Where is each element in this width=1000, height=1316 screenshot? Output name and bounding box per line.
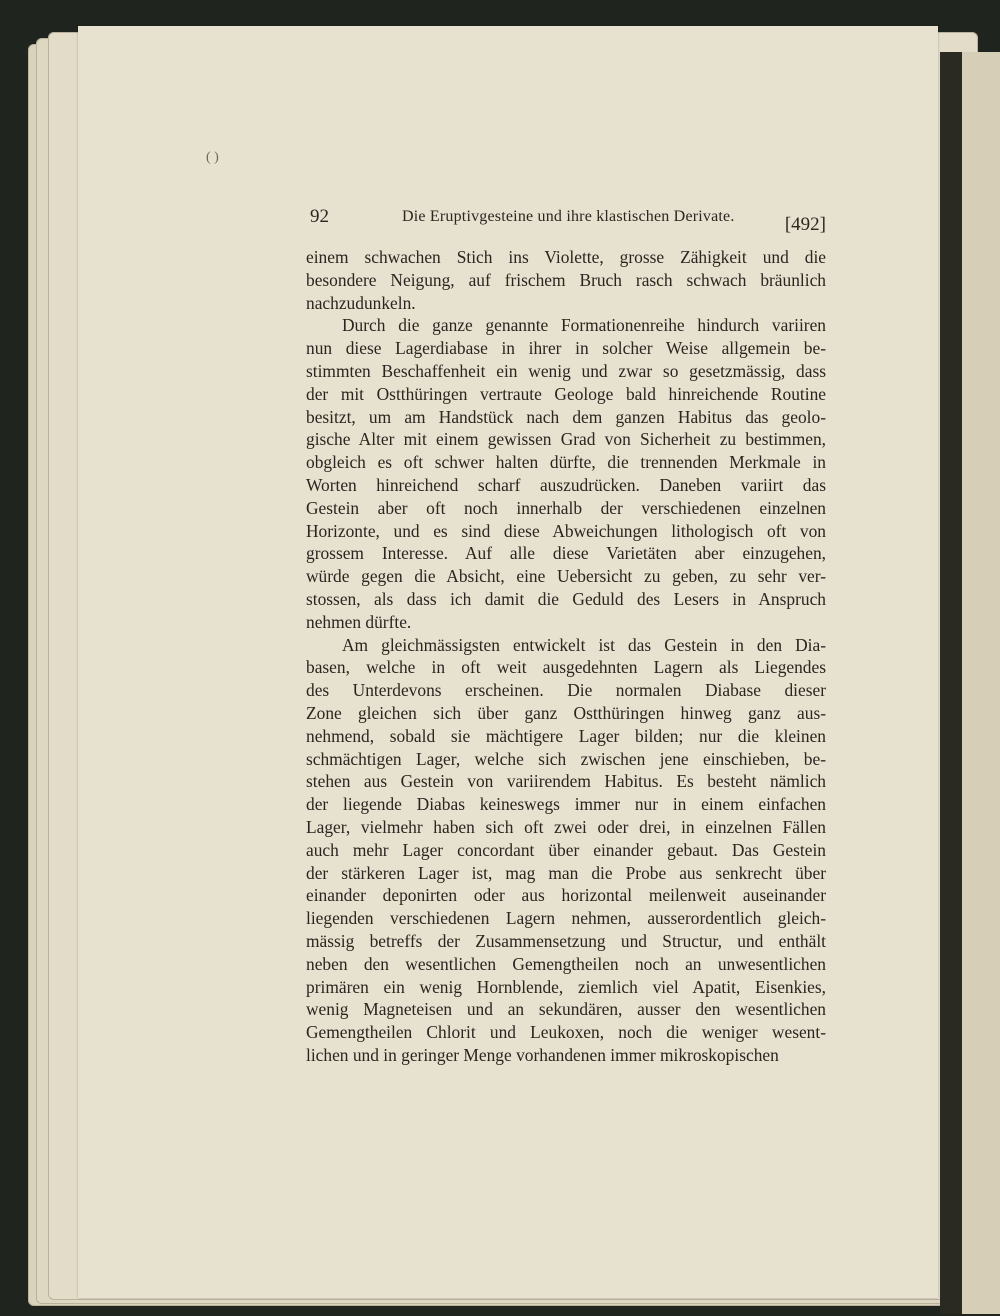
text-line: basen, welche in oft weit ausgedehnten Lagern als Liegendes [306, 657, 826, 678]
text-line: gische Alter mit einem gewissen Grad von Sicherheit zu bestimmen, [306, 429, 826, 450]
text-line: neben den wesentlichen Gemengtheilen noch an unwesentlichen [306, 953, 826, 974]
text-line: auch mehr Lager concordant über einander gebaut. Das Gestein [306, 839, 826, 860]
margin-mark: ( ) [206, 150, 219, 165]
text-line: grossem Interesse. Auf alle diese Varietäten aber einzugehen, [306, 543, 826, 564]
text-line: der mit Ostthüringen vertraute Geologe bald hinreichende Routine [306, 383, 826, 404]
text-line: Worten hinreichend scharf auszudrücken. Daneben variirt das [306, 474, 826, 495]
text-line: stossen, als dass ich damit die Geduld des Lesers in Anspruch [306, 588, 826, 609]
text-line: besondere Neigung, auf frischem Bruch rasch schwach bräunlich [306, 269, 826, 290]
text-line: nehmend, sobald sie mächtigere Lager bilden; nur die kleinen [306, 725, 826, 746]
facing-page-edge [962, 52, 1000, 1314]
text-line: würde gegen die Absicht, eine Uebersicht zu geben, zu sehr ver- [306, 566, 826, 587]
text-line: Gemengtheilen Chlorit und Leukoxen, noch die weniger wesent- [306, 1022, 826, 1043]
text-line: lichen und in geringer Menge vorhandenen immer mikroskopischen [306, 1044, 779, 1065]
paragraph [306, 246, 826, 314]
text-line: mässig betreffs der Zusammensetzung und Structur, und enthält [306, 930, 826, 951]
text-line: Zone gleichen sich über ganz Ostthüringen hinweg ganz aus- [306, 702, 826, 723]
page-number: 92 [310, 206, 329, 227]
text-line: nachzudunkeln. [306, 292, 416, 313]
text-line: stehen aus Gestein von variirendem Habitus. Es besteht nämlich [306, 771, 826, 792]
text-line: Lager, vielmehr haben sich oft zwei oder drei, in einzelnen Fällen [306, 816, 826, 837]
text-line: einander deponirten oder aus horizontal meilenweit auseinander [306, 885, 826, 906]
text-line: einem schwachen Stich ins Violette, grosse Zähigkeit und die [306, 247, 826, 267]
text-line: Am gleichmässigsten entwickelt ist das Gestein in den Dia- [342, 634, 826, 655]
text-line: besitzt, um am Handstück nach dem ganzen Habitus das geolo- [306, 406, 826, 427]
text-line: primären ein wenig Hornblende, ziemlich viel Apatit, Eisenkies, [306, 976, 826, 997]
text-line: nehmen dürfte. [306, 611, 412, 632]
text-line: stimmten Beschaffenheit ein wenig und zwar so gesetzmässig, dass [306, 360, 826, 381]
text-line: Durch die ganze genannte Formationenreihe hindurch variiren [342, 315, 826, 336]
text-line: schmächtigen Lager, welche sich zwischen jene einschieben, be- [306, 748, 826, 769]
running-title: Die Eruptivgesteine und ihre klastischen Derivate. [402, 208, 735, 225]
text-line: der stärkeren Lager ist, mag man die Probe aus senkrecht über [306, 862, 826, 883]
text-line: Horizonte, und es sind diese Abweichungen lithologisch oft von [306, 520, 826, 541]
paragraph [306, 634, 826, 1067]
text-line: der liegende Diabas keineswegs immer nur in einem einfachen [306, 794, 826, 815]
page-header [310, 206, 826, 234]
text-line: Gestein aber oft noch innerhalb der verschiedenen einzelnen [306, 497, 826, 518]
bracketed-page-number: [492] [784, 214, 826, 235]
text-line: des Unterdevons erscheinen. Die normalen Diabase dieser [306, 680, 826, 701]
text-line: liegenden verschiedenen Lagern nehmen, ausserordentlich gleich- [306, 908, 826, 929]
paragraph [306, 314, 826, 633]
text-line: wenig Magneteisen und an sekundären, ausser den wesentlichen [306, 999, 826, 1020]
text-line: nun diese Lagerdiabase in ihrer in solcher Weise allgemein be- [306, 338, 826, 359]
text-line: obgleich es oft schwer halten dürfte, die trennenden Merkmale in [306, 452, 826, 473]
body-text [306, 246, 826, 1067]
